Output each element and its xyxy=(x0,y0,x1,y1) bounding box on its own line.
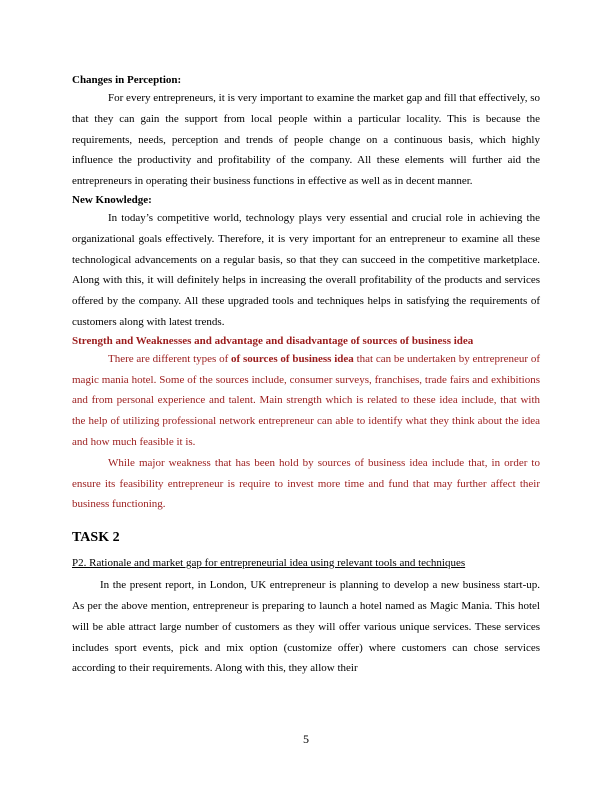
task-title: TASK 2 xyxy=(72,530,120,546)
strength-text-bold: of sources of business idea xyxy=(231,352,354,365)
strength-paragraph xyxy=(72,349,540,453)
strength-text-b: that can be undertaken by entrepreneur of magic mania hotel. Some of the sources include, consumer surveys, franchises, trade fairs and exhibitions and from personal experience and talent. Main strength which is related to these idea include, that with the help of utilizing professional network entrepreneur can able to identify what they think about the idea and how much feasible it is. xyxy=(72,352,540,448)
knowledge-heading: New Knowledge: xyxy=(72,193,152,206)
weakness-paragraph: While major weakness that has been hold by sources of business idea include that, in order to ensure its feasibility entrepreneur is require to invest more time and fund that may further affect their business functioning. xyxy=(72,456,540,511)
page-content xyxy=(72,72,540,679)
knowledge-paragraph: In today’s competitive world, technology plays very essential and crucial role in achieving the organizational goals effectively. Therefore, it is very important for an entrepreneur to examine all these technological advancements on a regular basis, so that they can succeed in the competitive marketplace. Along with this, it will definitely helps in increasing the overall profitability of the products and services offered by the company. All these upgraded tools and techniques helps in satisfying the requirements of customers along with latest trends. xyxy=(72,211,540,328)
p2-paragraph: In the present report, in London, UK entrepreneur is planning to develop a new business start-up. As per the above mention, entrepreneur is preparing to launch a hotel named as Magic Mania. This hotel will be able attract large number of customers as they will offer various unique services. These services includes sport events, pick and mix option (customize offer) where customers can chose services according to their requirements. Along with this, they allow their xyxy=(72,579,540,675)
page-number: 5 xyxy=(303,732,309,746)
strength-heading: Strength and Weaknesses and advantage and disadvantage of sources of business idea xyxy=(72,334,474,347)
strength-text-a: There are different types of xyxy=(108,352,232,365)
changes-heading: Changes in Perception: xyxy=(72,74,182,86)
changes-paragraph: For every entrepreneurs, it is very important to examine the market gap and fill that effectively, so that they can gain the support from local people within a particular locality. This is because the requirements, needs, perception and trends of people change on a continuous basis, which highly influence the productivity and profitability of the company. All these elements will further aid the entrepreneurs in operating their business functions in effective as well as in decent manner. xyxy=(72,92,540,188)
p2-heading: P2. Rationale and market gap for entrepreneurial idea using relevant tools and techniques xyxy=(72,557,466,570)
